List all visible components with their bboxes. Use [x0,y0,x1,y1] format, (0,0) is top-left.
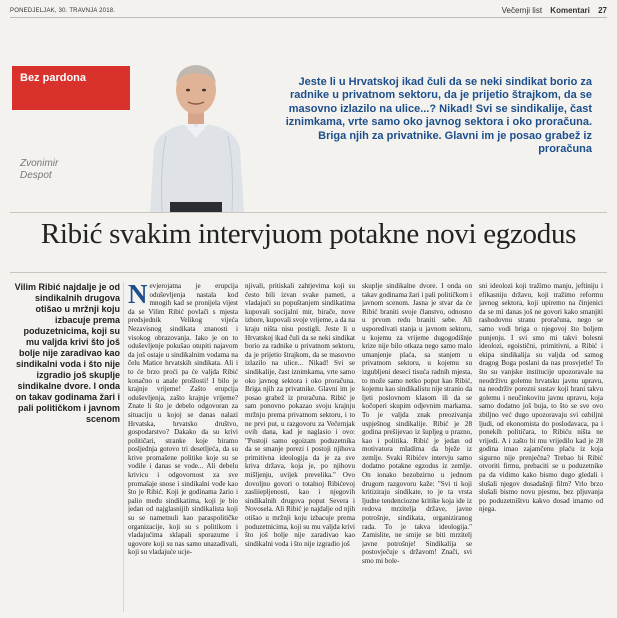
header-right [502,6,607,15]
body-column-2 [245,282,355,612]
author-first-name: Zvonimir [20,158,59,169]
author-name [20,158,100,182]
author-photo [136,56,256,212]
body-column-3 [362,282,472,612]
body-text-2: njivali, pritiskali zahtjevima koji su često bili izvan svake pameti, a vladajući su popuštanjem sindikatima kupovali socijalni mir, birače, nove izbore, kupovali svoje vrijeme, a da na kraju ništa nisu postigli. Jeste li u Hrvatskoj ikad čuli da se neki sindikat borio za radnike u privatnom sektoru, da je prijetio štrajkom, da se masovno izlazilo na ulice... Nikad! Svi se sindikalije, čast iznimkama, vrte samo oko javnog sektora i oko proračuna. Briga njih za privatnike. Glavni im je posao grabež iz proračuna. Ribić je sam ponovno pokazao svoju krajnju mržnju prema privatnom sektoru, i to ne prvi put, u razgovoru za Večernjak ovih dana, kad je naglasio i ovo: "Postoji samo egoizam poduzetnika da se smanje porezi i postoji njihova primitivna ideologija da je za sve kriva država, koja je, po njihovu mišljenju, uvijek prevelika." Ovo dovoljno govori o totalnoj Ribićevoj zasliiepljenosti, kao i njegovih sindikalnih drugova poput Severa i Novosela. Ali Ribić je najdalje od njih otišao u mržnji koju izbacuje prema poduzetnicima, koji su mu valjda krivi što još bolje nije zaradivao kao sindikalni voda i što nije izgradio još [245,282,355,548]
body-column-4 [479,282,603,612]
column-divider [123,282,124,612]
publication-name: Večernji list [501,6,543,15]
top-divider [10,212,607,213]
issue-date: PONEDJELJAK, 30. TRAVNJA 2018. [10,8,116,14]
author-last-name: Despot [20,170,52,181]
body-text-1: evjerojatna je erupcija oduševljenja nastala kod mnogih kad se pronijela vijest da se Vilim Ribić povlači s mjesta predsjednik Velikog vijeća Nezavisnog sindikata znanosti i visokog obrazovanja. Iako je on to oduševljenje pokušao otupiti najavom da još ostaje u sindikalnim vodama na čelu Matice hrvatskih sindikata. Ali i to će brzo proći pa će valjda Ribić konačno u anale prošlosti! I bilo je krajnje vrijeme! Zašto erupcija oduševljenja, zašto krajnje vrijeme? Znate li što je debelo odgovoran za situaciju u kojoj se danas nalazi Hrvatska, hrvatsko društvo, gospodarstvo? Dakako da su krivi političari, stranke koje biramo posljednja gotovo tri desetljeća, da su krive promašene politike koje su se vodile i danas se vode... Ali debelu krivicu i odgovornost za sve promašaje snose i sindikalni vođe kao što je Ribić. Koji je godinama žario i palio među sindikatima, koji je bio jedan od najglasnijih sindikalista koji su se nametnuli kao paraspolitičke organizacije, koji su s politikom i vladajućima sklapali sporazume i ugovore koji su nas samo unazađivali, koji su vladajuće ucje- [128,282,238,557]
section-name: Komentari [550,6,590,15]
body-column-1 [128,282,238,612]
drop-cap: N [128,282,148,309]
page-number: 27 [598,6,607,15]
lead-text: Jeste li u Hrvatskoj ikad čuli da se neki sindikat borio za radnike u privatnom sektoru, da je prijetio štrajkom, da se masovno izlazilo na ulice...? Nikad! Svi se sindikalije, čast iznimkama, vrte samo oko javnog sektora i oko proračuna. Briga njih za privatnike. Glavni im je posao grabež iz proračuna [285,76,592,156]
article-headline: Ribić svakim intervjuom potakne novi egzodus [40,218,577,250]
headline-divider [10,272,607,273]
body-text-4: sni ideolozi koji tražimo manju, jeftiniju i efikasniju državu, koji tražimo reformu javnog sektora, koji upiremo na činjenici da se mi danas još ne govori kako smanjiti rashodovnu stranu proračuna, nego se samo vodi briga o njegovoj što boljem punjenju. I svi smo mi takvi bolesni ideolozi, egoistični, primitivni, a Ribić i ekipa sindikalija su valjda od samog dragog Boga poslani da nas prosvjetle! To što su vanjske institucije upozoravale na neodrživu golemu hrvatsku javnu upravu, na neodrživ porezni sustav koji hrani takvu golemu i neučinkovitu javnu upravu, koja samo dodatno još buja, to što se sve ovo zbiljno već dugo upozoravaju svi ozbiljni ljudi, od ekonomista do poslodavaca, pa i ponekih političara, to Ribiću ništa ne vrijedi. A i zašto bi mu vrijedilo kad je 28 godina imao zajamčenu plaću iz koja sigurno nije prenječna? Trebao bi Ribić otvoriti firmu, prebaciti se u poduzetnike pa da vidimo kako bismo dugo gledali i slušali njegov dosadašnji film? Vrlo brzo slušali bismo novu pjesmu, bez pljuvanja po poduzetništvu kakvo dosad imamo od njega. [479,282,603,514]
column-tag: Bez pardona [12,66,130,110]
body-text-3: skuplje sindikalne dvore. I onda on takav godinama žari i pali političkom i javnom scenom. Jasna je stvar da će Ribić braniti svoje članstvo, odnosno u prvom redu braniti sebe. Ali usporedivati stanja u javnom sektoru, u kojemu za vrijeme dugogodišnje krize nije bilo otkaza nego samo malo umanjenje plaća, sa stanjem u privatnom sektoru, u kojemu su izgubljeni deseci tisuća radnih mjesta, to može samo netko poput kao Ribić, kojemu kao sindikalistu nije stranio da ljeti poslovnom klasom ili da se kočoperi skupim odjevnim markama. To je valjda znak preozivanja uspješnog sindikalije. Ribić je 28 godina prešijevao iz šupljeg u prazno, kao i politika. Ribić je jedan od motivatora mladima da bježe iz zemlje. Svaki Ribićev intervju samo dodatno potakne egzodus iz zemlje. On ionako bezobzirno u jednom drugom razgovoru kaže: "Svi ti koji kritiziraju sindikate, to je ta vrsta ljudne tendenciozne kritike koja ide iz redova mrzitelja države, javne potrošnje, sindikata, organiziranog rada. To je takva ideologija." Zamislite, ne smije se biti mrzitelj javne potrošnje! Sindikalija se postovječuje s državom! Znači, svi smo mi bole- [362,282,472,565]
article-intro: Vilim Ribić najdalje je od sindikalnih drugova otišao u mržnji koju izbacuje prema poduzetnicima, koji su mu valjda krivi što još bolje nije zaradivao kao sindikalni voda i što nije izgradio još skuplje sindikalne dvore. I onda on takav godinama žari i pali političkom i javnom scenom [14,282,120,424]
page-header [10,4,607,18]
